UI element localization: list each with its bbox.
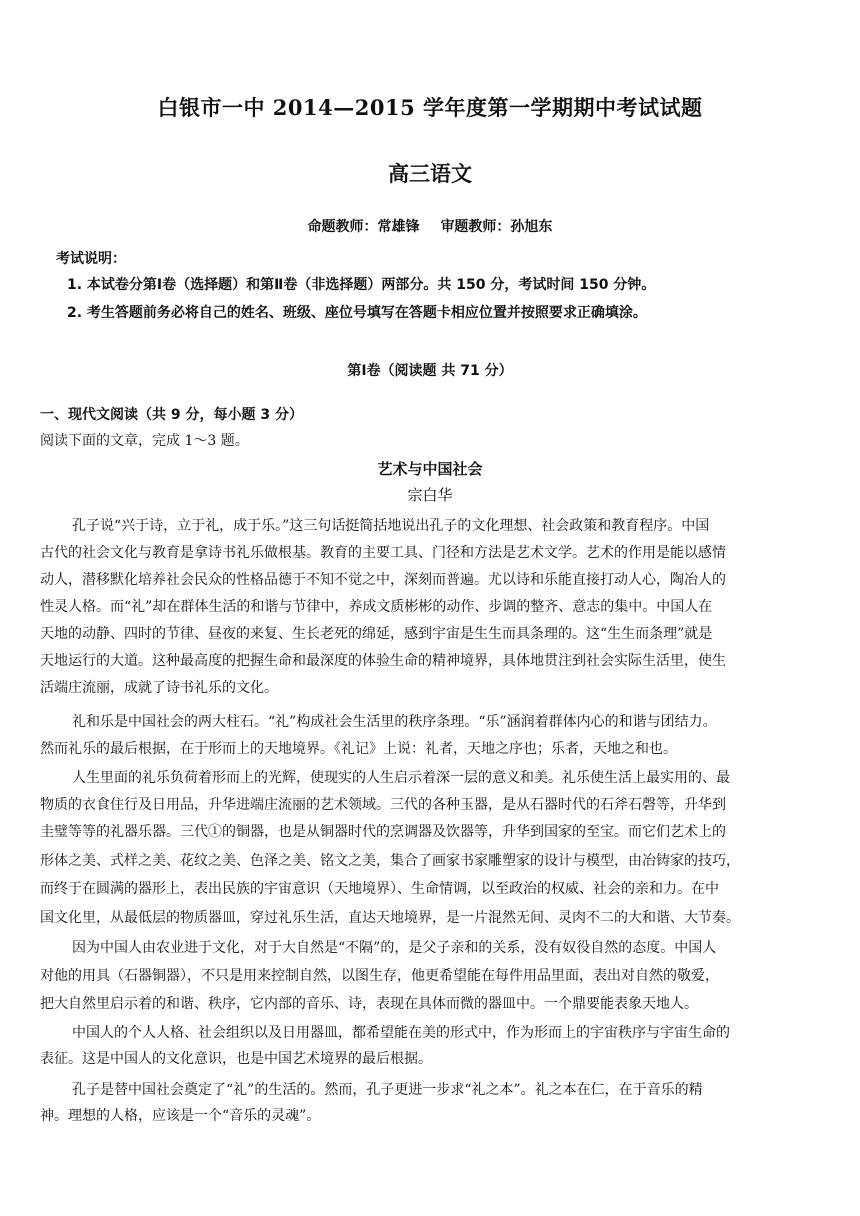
exam-note-item: 1. 本试卷分第Ⅰ卷（选择题）和第Ⅱ卷（非选择题）两部分。共 150 分，考试时间 150 分钟。 — [67, 277, 656, 293]
article-line: 对他的用具（石器铜器），不只是用来控制自然，以图生存，他更希望能在每件用品里面，表出对自然的敬爱， — [40, 968, 719, 984]
exam-notes-heading: 考试说明： — [56, 251, 126, 267]
article-line: 活端庄流丽，成就了诗书礼乐的文化。 — [40, 680, 278, 696]
exam-title: 白银市一中 2014—2015 学年度第一学期期中考试试题 — [157, 95, 703, 120]
article-line: 性灵人格。而“礼”却在群体生活的和谐与节律中，养成文质彬彬的动作、步调的整齐、意志的集中。中国人在 — [40, 599, 713, 615]
article-line: 孔子说“兴于诗，立于礼，成于乐。”这三句话挺简括地说出孔子的文化理想、社会政策和教育程序。中国 — [72, 518, 710, 534]
article-line: 古代的社会文化与教育是拿诗书礼乐做根基。教育的主要工具、门径和方法是艺术文学。艺术的作用是能以感情 — [40, 545, 726, 561]
article-line: 动人，潜移默化培养社会民众的性格品德于不知不觉之中，深刻而普遍。尤以诗和乐能直接打动人心，陶冶人的 — [40, 572, 726, 588]
part-heading: 一、现代文阅读（共 9 分，每小题 3 分） — [40, 407, 303, 423]
article-line: 孔子是替中国社会奠定了“礼”的生活的。然而，孔子更进一步求“礼之本”。礼之本在仁，在于音乐的精 — [72, 1082, 703, 1098]
article-author: 宗白华 — [407, 486, 453, 504]
article-line: 形体之美、式样之美、花纹之美、色泽之美、铭文之美，集合了画家书家雕塑家的设计与模型，由冶铸家的技巧， — [40, 853, 740, 869]
article-line: 物质的衣食住行及日用品，升华进端庄流丽的艺术领域。三代的各种玉器，是从石器时代的石斧石磬等，升华到 — [40, 797, 726, 813]
article-line: 而终于在圆满的器形上，表出民族的宇宙意识（天地境界）、生命情调，以至政治的权威、社会的亲和力。在中 — [40, 881, 719, 897]
article-line: 天地的动静、四时的节律、昼夜的来复、生长老死的绵延，感到宇宙是生生而具条理的。这“生生而条理”就是 — [40, 626, 713, 642]
article-line: 把大自然里启示着的和谐、秩序，它内部的音乐、诗，表现在具体而微的器皿中。一个鼎要能表象天地人。 — [40, 996, 698, 1012]
article-line: 中国人的个人人格、社会组织以及日用器皿，都希望能在美的形式中，作为形而上的宇宙秩序与宇宙生命的 — [72, 1025, 730, 1041]
article-line: 然而礼乐的最后根据，在于形而上的天地境界。《礼记》上说：礼者，天地之序也；乐者，天地之和也。 — [40, 741, 677, 757]
article-title: 艺术与中国社会 — [377, 460, 483, 478]
section-title: 第Ⅰ卷（阅读题 共 71 分） — [347, 363, 513, 379]
reading-instruction: 阅读下面的文章，完成 1～3 题。 — [40, 433, 249, 449]
setter-name: 命题教师：常雄锋 — [307, 219, 420, 235]
article-line: 天地运行的大道。这种最高度的把握生命和最深度的体验生命的精神境界，具体地贯注到社会实际生活里，使生 — [40, 653, 726, 669]
exam-note-item: 2. 考生答题前务必将自己的姓名、班级、座位号填写在答题卡相应位置并按照要求正确填涂。 — [67, 305, 647, 321]
article-line: 国文化里，从最低层的物质器皿，穿过礼乐生活，直达天地境界，是一片混然无间、灵肉不二的大和谐、大节奏。 — [40, 910, 740, 926]
reviewer-name: 审题教师：孙旭东 — [440, 219, 553, 235]
exam-subtitle: 高三语文 — [388, 161, 472, 186]
article-line: 圭璧等等的礼器乐器。三代①的铜器，也是从铜器时代的烹调器及饮器等，升华到国家的至宝。而它们艺术上的 — [40, 824, 726, 840]
article-line: 神。理想的人格，应该是一个“音乐的灵魂”。 — [40, 1108, 321, 1124]
teacher-credits — [0, 216, 860, 236]
article-line: 表征。这是中国人的文化意识，也是中国艺术境界的最后根据。 — [40, 1051, 432, 1067]
article-line: 因为中国人由农业进于文化，对于大自然是“不隔”的，是父子亲和的关系，没有奴役自然的态度。中国人 — [72, 940, 717, 956]
article-line: 人生里面的礼乐负荷着形而上的光辉，使现实的人生启示着深一层的意义和美。礼乐使生活上最实用的、最 — [72, 770, 730, 786]
article-line: 礼和乐是中国社会的两大柱石。“礼”构成社会生活里的秩序条理。“乐”涵润着群体内心的和谐与团结力。 — [72, 714, 717, 730]
